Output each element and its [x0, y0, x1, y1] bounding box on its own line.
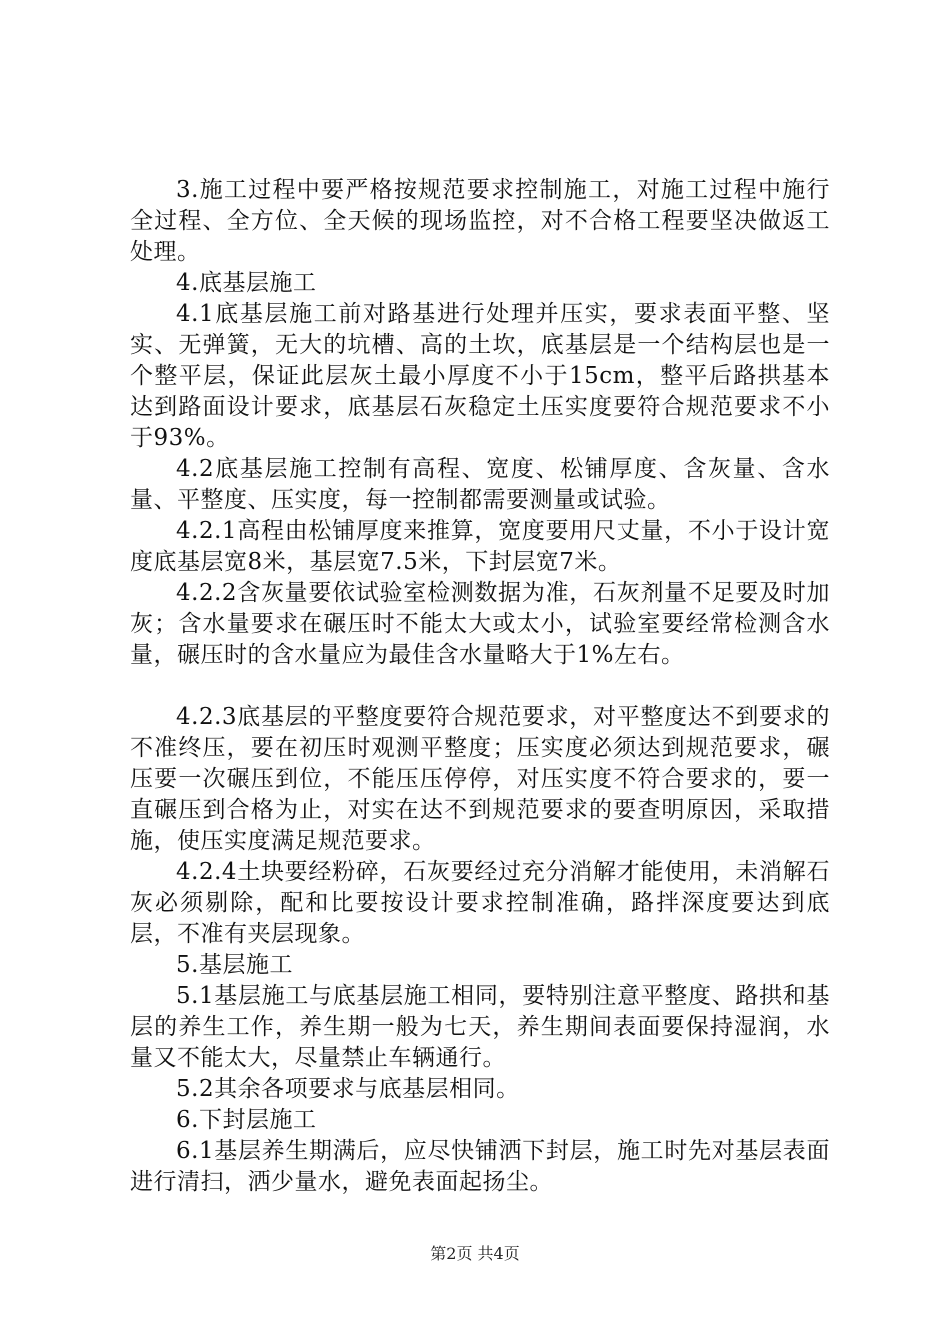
paragraph-4-2: 4.2底基层施工控制有高程、宽度、松铺厚度、含灰量、含水量、平整度、压实度，每一控制都需要测量或试验。 — [130, 456, 830, 513]
paragraph-4-2-4: 4.2.4土块要经粉碎，石灰要经过充分消解才能使用，未消解石灰必须剔除，配和比要按设计要求控制准确，路拌深度要达到底层，不准有夹层现象。 — [130, 859, 830, 947]
paragraph-4-2-3: 4.2.3底基层的平整度要符合规范要求，对平整度达不到要求的不准终压，要在初压时观测平整度；压实度必须达到规范要求，碾压要一次碾压到位，不能压压停停，对压实度不符合要求的，要一直碾压到合格为止，对实在达不到规范要求的要查明原因，采取措施，使压实度满足规范要求。 — [130, 704, 830, 854]
paragraph-4-2-1: 4.2.1高程由松铺厚度来推算，宽度要用尺丈量，不小于设计宽度底基层宽8米，基层宽7.5米，下封层宽7米。 — [130, 518, 830, 575]
document-body — [130, 175, 830, 1198]
paragraph-5-1: 5.1基层施工与底基层施工相同，要特别注意平整度、路拱和基层的养生工作，养生期一般为七天，养生期间表面要保持湿润，水量又不能太大，尽量禁止车辆通行。 — [130, 983, 830, 1071]
heading-6: 6.下封层施工 — [176, 1107, 317, 1133]
heading-5: 5.基层施工 — [176, 952, 293, 978]
paragraph-4-2-2: 4.2.2含灰量要依试验室检测数据为准，石灰剂量不足要及时加灰；含水量要求在碾压时不能太大或太小，试验室要经常检测含水量，碾压时的含水量应为最佳含水量略大于1%左右。 — [130, 580, 830, 668]
paragraph-5-2: 5.2其余各项要求与底基层相同。 — [176, 1076, 520, 1102]
paragraph-3: 3.施工过程中要严格按规范要求控制施工，对施工过程中施行全过程、全方位、全天候的现场监控，对不合格工程要坚决做返工处理。 — [130, 177, 830, 265]
heading-4: 4.底基层施工 — [176, 270, 317, 296]
paragraph-6-1: 6.1基层养生期满后，应尽快铺洒下封层，施工时先对基层表面进行清扫，洒少量水，避免表面起扬尘。 — [130, 1138, 830, 1195]
paragraph-4-1: 4.1底基层施工前对路基进行处理并压实，要求表面平整、坚实、无弹簧，无大的坑槽、高的土坎，底基层是一个结构层也是一个整平层，保证此层灰土最小厚度不小于15cm，整平后路拱基本达到路面设计要求，底基层石灰稳定土压实度要符合规范要求不小于93%。 — [130, 301, 830, 451]
page-number-footer: 第2页 共4页 — [430, 1244, 520, 1263]
